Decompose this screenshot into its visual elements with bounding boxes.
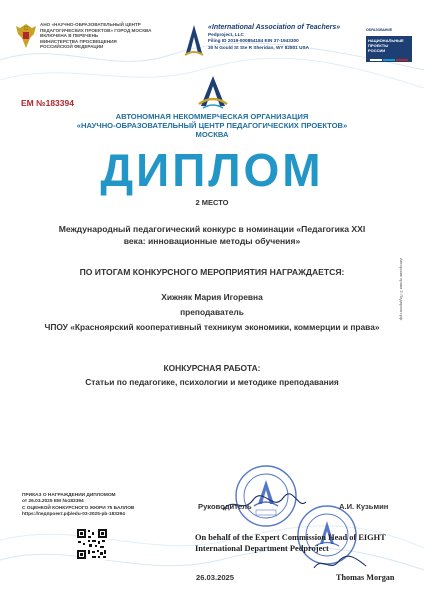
order-line: С ОЦЕНКОЙ КОНКУРСНОГО ЖЮРИ 75 БАЛЛОВ — [22, 505, 135, 511]
em-number: ЕМ №183394 — [21, 98, 74, 108]
org-heading-line: «НАУЧНО-ОБРАЗОВАТЕЛЬНЫЙ ЦЕНТР ПЕДАГОГИЧЕСКИХ ПРОЕКТОВ» — [76, 121, 348, 131]
iat-title: «International Association of Teachers» — [208, 24, 341, 31]
work-header: КОНКУРСНАЯ РАБОТА: — [163, 363, 261, 373]
iat-line: Pedproject, LLC — [208, 32, 244, 37]
head-label: Руководитель — [198, 502, 252, 511]
order-line: от 26.03.2025 ЕМ №183394 — [22, 499, 84, 505]
org-line: РОССИЙСКОЙ ФЕДЕРАЦИИ — [40, 44, 104, 50]
org-line: АНО «НАУЧНО-ОБРАЗОВАТЕЛЬНЫЙ ЦЕНТР — [40, 22, 141, 27]
order-link[interactable]: https://педпроект.рф/edu-03-2025-pb-183394 — [22, 512, 125, 518]
side-copyright: Авторские права © Педпроект.рф — [399, 258, 404, 321]
national-projects-logo — [364, 24, 414, 64]
iat-line: Filing ID 2019-000854184 EIN 37-1943300 — [208, 38, 299, 44]
order-line: ПРИКАЗ О НАГРАЖДЕНИИ ДИПЛОМОМ — [22, 493, 116, 498]
issue-date: 26.03.2025 — [196, 573, 235, 582]
diploma-title: ДИПЛОМ — [100, 144, 324, 196]
qr-code-icon[interactable] — [76, 528, 108, 560]
winner-position: преподаватель — [180, 307, 244, 317]
org-heading-line: МОСКВА — [195, 130, 229, 140]
winner-organization: ЧПОУ «Красноярский кооперативный техникум экономики, коммерции и права» — [44, 322, 380, 332]
head-name: А.И. Кузьмин — [339, 502, 389, 511]
iat-line: 30 N Gould St Ste R Sheridan, WY 82801 USA — [208, 44, 309, 50]
behalf-line: On behalf of the Expert Commission Head of EIGHT — [195, 533, 386, 542]
behalf-line: International Department Pedproject — [195, 543, 329, 553]
natproj-caption: ОБРАЗОВАНИЕ — [366, 28, 393, 32]
award-header: ПО ИТОГАМ КОНКУРСНОГО МЕРОПРИЯТИЯ НАГРАЖДАЕТСЯ: — [79, 267, 345, 277]
natproj-line: ПРОЕКТЫ — [368, 43, 389, 48]
org-line: МИНИСТЕРСТВА ПРОСВЕЩЕНИЯ — [40, 38, 117, 44]
nomination-text: Международный педагогический конкурс в номинации «Педагогика XXI века: инновационные методы обучения» — [58, 224, 366, 246]
behalf-text — [195, 533, 405, 554]
iat-block — [208, 23, 378, 51]
english-signatory-name: Thomas Morgan — [336, 573, 395, 582]
pedproject-logo-icon — [195, 74, 231, 110]
org-line: ВКЛЮЧЕНА В ПЕРЕЧЕНЬ — [40, 33, 99, 39]
coat-of-arms-icon — [14, 22, 38, 50]
org-heading-line: АВТОНОМНАЯ НЕКОММЕРЧЕСКАЯ ОРГАНИЗАЦИЯ — [115, 112, 309, 121]
organization-heading — [60, 112, 364, 140]
iat-logo-icon — [183, 23, 205, 63]
work-title: Статьи по педагогике, психологии и методике преподавания — [85, 377, 339, 387]
winner-name: Хижняк Мария Игоревна — [161, 292, 263, 302]
place-label: 2 МЕСТО — [195, 198, 229, 207]
natproj-line: РОССИИ — [368, 48, 386, 53]
order-block — [22, 493, 192, 519]
org-line: ПЕДАГОГИЧЕСКИХ ПРОЕКТОВ» ГОРОД МОСКВА — [40, 27, 152, 33]
ministry-org-block — [40, 22, 190, 50]
natproj-line: НАЦИОНАЛЬНЫЕ — [368, 38, 404, 43]
